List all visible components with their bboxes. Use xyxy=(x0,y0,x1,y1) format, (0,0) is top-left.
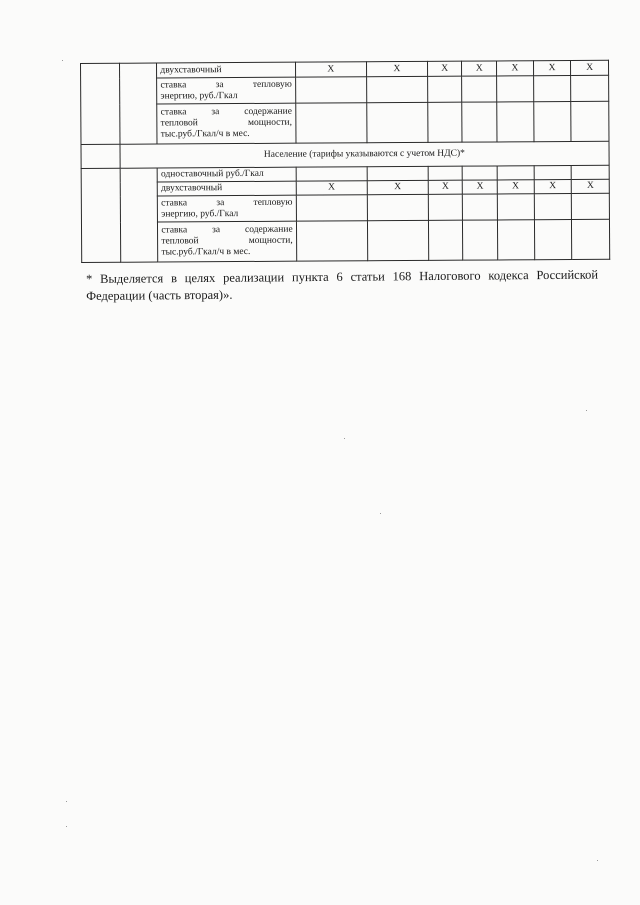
x-mark: X xyxy=(571,60,609,75)
row-description: ставка за тепловую энергию, руб./Гкал xyxy=(158,195,296,222)
value-cell xyxy=(366,76,427,102)
scan-speck xyxy=(597,860,598,861)
value-cell xyxy=(571,75,609,101)
value-cell xyxy=(571,165,609,179)
value-cell xyxy=(463,194,498,220)
value-cell xyxy=(428,194,463,220)
x-mark: X xyxy=(462,61,497,76)
scan-speck xyxy=(380,513,381,514)
value-cell xyxy=(295,103,366,143)
org-cell xyxy=(119,63,157,144)
number-cell xyxy=(81,144,120,168)
scan-speck xyxy=(344,438,345,439)
value-cell xyxy=(497,76,534,102)
value-cell xyxy=(534,219,572,259)
x-mark: X xyxy=(497,61,534,76)
scan-speck xyxy=(66,801,67,802)
value-cell xyxy=(497,220,534,260)
tariff-table xyxy=(80,60,610,263)
footnote-line: Федерации (часть вторая)». xyxy=(86,287,233,303)
value-cell xyxy=(533,76,571,102)
value-cell xyxy=(296,221,367,261)
value-cell xyxy=(296,195,367,221)
x-mark: X xyxy=(367,180,428,194)
x-mark: X xyxy=(497,180,534,194)
table-row xyxy=(81,141,609,168)
value-cell xyxy=(497,194,534,220)
value-cell xyxy=(367,194,428,220)
row-description: ставка за тепловую энергию, руб./Гкал xyxy=(157,77,295,104)
x-mark: X xyxy=(428,180,463,194)
value-cell xyxy=(295,77,366,103)
table-row xyxy=(81,193,609,222)
section-title: Население (тарифы указываются с учетом НДС)* xyxy=(120,141,609,168)
value-cell xyxy=(533,102,571,142)
value-cell xyxy=(367,102,428,142)
value-cell xyxy=(296,167,367,181)
x-mark: X xyxy=(533,61,571,76)
row-description: ставка за содержание тепловой мощности, тыс.руб./Гкал/ч в мес. xyxy=(157,103,296,144)
table-row xyxy=(81,101,609,144)
value-cell xyxy=(462,76,497,102)
value-cell xyxy=(428,102,463,142)
x-mark: X xyxy=(572,179,610,193)
value-cell xyxy=(428,220,463,260)
value-cell xyxy=(462,102,497,142)
scan-speck xyxy=(62,60,63,61)
value-cell xyxy=(571,101,609,141)
row-description: ставка за содержание тепловой мощности, тыс.руб./Гкал/ч в мес. xyxy=(158,221,297,262)
scan-speck xyxy=(586,410,587,411)
x-mark: X xyxy=(366,61,427,76)
row-description: двухставочный xyxy=(157,62,295,78)
table-row xyxy=(81,219,609,262)
row-description: двухставочный xyxy=(158,181,296,196)
x-mark: X xyxy=(463,180,498,194)
number-cell xyxy=(81,63,120,144)
value-cell xyxy=(428,166,463,180)
number-cell xyxy=(81,168,120,262)
row-description: одноставочный руб./Гкал xyxy=(157,167,295,182)
value-cell xyxy=(463,166,498,180)
value-cell xyxy=(572,193,610,219)
value-cell xyxy=(367,166,428,180)
value-cell xyxy=(572,219,610,259)
org-cell xyxy=(120,168,158,262)
x-mark: X xyxy=(427,61,462,76)
x-mark: X xyxy=(295,62,366,77)
value-cell xyxy=(463,220,498,260)
scan-speck xyxy=(66,826,67,827)
value-cell xyxy=(367,220,428,260)
value-cell xyxy=(534,166,572,180)
footnote-line: * Выделяется в целях реализации пункта 6 статьи 168 Налогового кодекса Российской xyxy=(86,267,599,286)
value-cell xyxy=(497,102,534,142)
table-row xyxy=(81,75,609,104)
x-mark: X xyxy=(534,179,572,193)
footnote xyxy=(86,267,598,305)
value-cell xyxy=(497,166,534,180)
value-cell xyxy=(534,193,572,219)
x-mark: X xyxy=(296,181,367,195)
value-cell xyxy=(427,76,462,102)
